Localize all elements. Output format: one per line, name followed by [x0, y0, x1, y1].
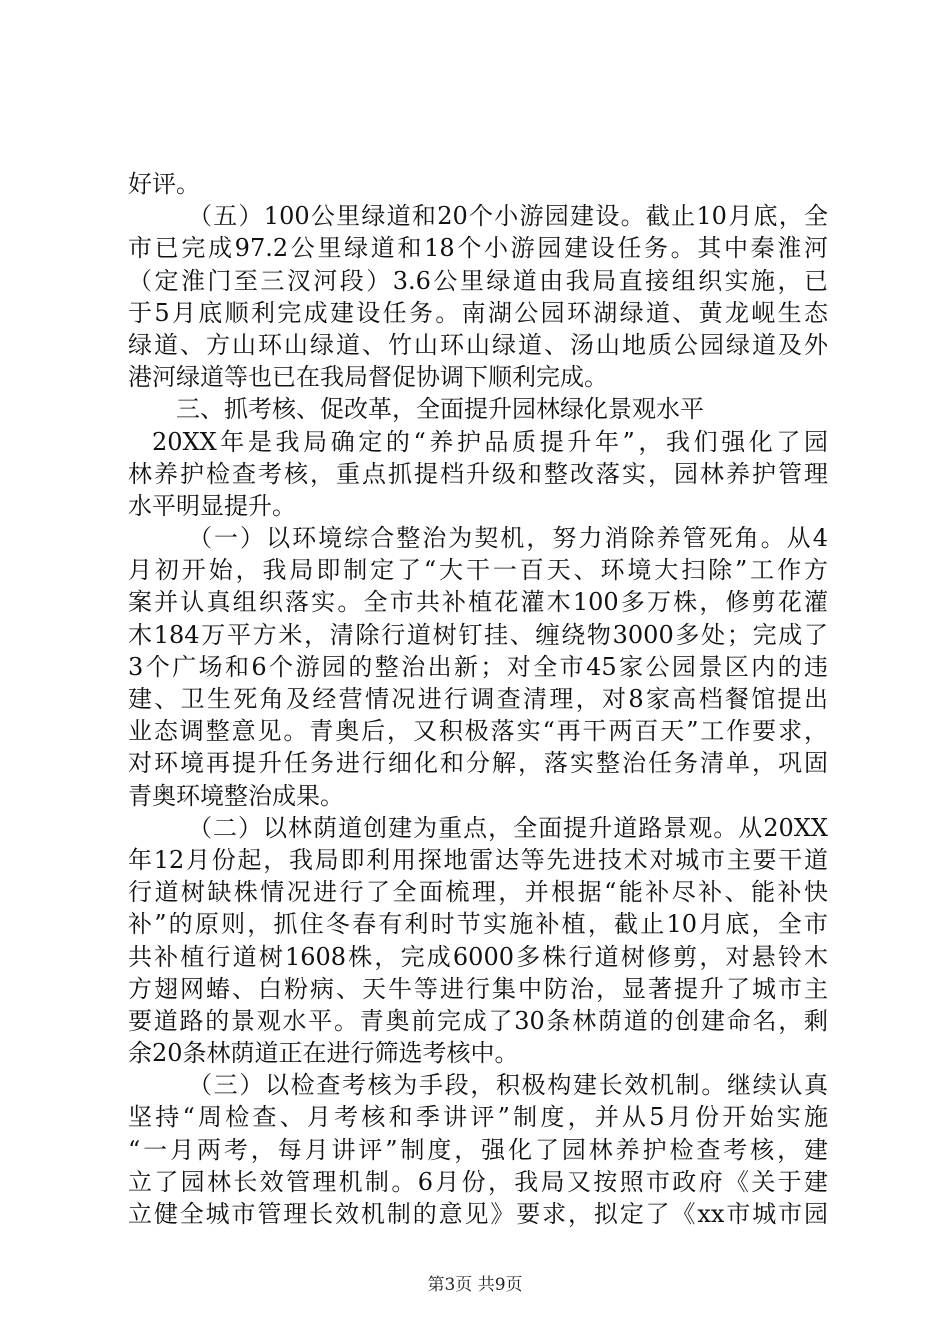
text-line: 共补植行道树1608株，完成6000多株行道树修剪，对悬铃木	[128, 942, 828, 971]
text-line: 好评。	[128, 170, 200, 198]
body-text	[128, 168, 828, 1230]
page-number-footer: 第3页 共9页	[427, 1275, 523, 1295]
text-line: 于5月底顺利完成建设任务。南湖公园环湖绿道、黄龙岘生态	[128, 298, 828, 327]
text-line: 余20条林荫道正在进行筛选考核中。	[128, 1039, 519, 1068]
text-line: （一）以环境综合整治为契机，努力消除养管死角。从4	[188, 524, 828, 553]
text-line: （定淮门至三汊河段）3.6公里绿道由我局直接组织实施，已	[128, 266, 828, 295]
text-line: 木184万平方米，清除行道树钉挂、缠绕物3000多处；完成了	[128, 620, 828, 649]
text-line: 立了园林长效管理机制。6月份，我局又按照市政府《关于建	[128, 1167, 828, 1196]
text-line: 行道树缺株情况进行了全面梳理，并根据“能补尽补、能补快	[128, 878, 828, 907]
text-line: 要道路的景观水平。青奥前完成了30条林荫道的创建命名，剩	[128, 1006, 828, 1035]
text-line: 青奥环境整治成果。	[128, 781, 344, 810]
text-line: 水平明显提升。	[128, 491, 296, 520]
section-heading: 三、抓考核、促改革，全面提升园林绿化景观水平	[176, 395, 704, 424]
text-line: （五）100公里绿道和20个小游园建设。截止10月底，全	[188, 202, 828, 231]
text-line: 年12月份起，我局即利用探地雷达等先进技术对城市主要干道	[128, 845, 828, 874]
text-line: 业态调整意见。青奥后，又积极落实“再干两百天”工作要求，	[128, 717, 828, 746]
text-line: 林养护检查考核，重点抓提档升级和整改落实，园林养护管理	[128, 459, 828, 488]
text-line: （二）以林荫道创建为重点，全面提升道路景观。从20XX	[188, 813, 828, 842]
text-line: “一月两考，每月讲评”制度，强化了园林养护检查考核，建	[128, 1135, 828, 1164]
text-line: 月初开始，我局即制定了“大干一百天、环境大扫除”工作方	[128, 556, 828, 585]
text-line: 对环境再提升任务进行细化和分解，落实整治任务清单，巩固	[128, 749, 828, 778]
text-line: 20XX年是我局确定的“养护品质提升年”，我们强化了园	[152, 427, 828, 456]
text-line: （三）以检查考核为手段，积极构建长效机制。继续认真	[188, 1071, 828, 1100]
text-line: 建、卫生死角及经营情况进行调查清理，对8家高档餐馆提出	[128, 685, 828, 713]
text-line: 市已完成97.2公里绿道和18个小游园建设任务。其中秦淮河	[128, 234, 828, 263]
text-line: 方翅网蝽、白粉病、天牛等进行集中防治，显著提升了城市主	[128, 974, 828, 1003]
text-line: 立健全城市管理长效机制的意见》要求，拟定了《xx市城市园	[128, 1200, 828, 1228]
text-line: 绿道、方山环山绿道、竹山环山绿道、汤山地质公园绿道及外	[128, 330, 828, 359]
text-line: 3个广场和6个游园的整治出新；对全市45家公园景区内的违	[128, 652, 828, 681]
text-line: 补”的原则，抓住冬春有利时节实施补植，截止10月底，全市	[128, 910, 828, 939]
text-line: 案并认真组织落实。全市共补植花灌木100多万株，修剪花灌	[128, 588, 828, 617]
text-line: 港河绿道等也已在我局督促协调下顺利完成。	[128, 363, 608, 392]
text-line: 坚持“周检查、月考核和季讲评”制度，并从5月份开始实施	[128, 1103, 828, 1132]
